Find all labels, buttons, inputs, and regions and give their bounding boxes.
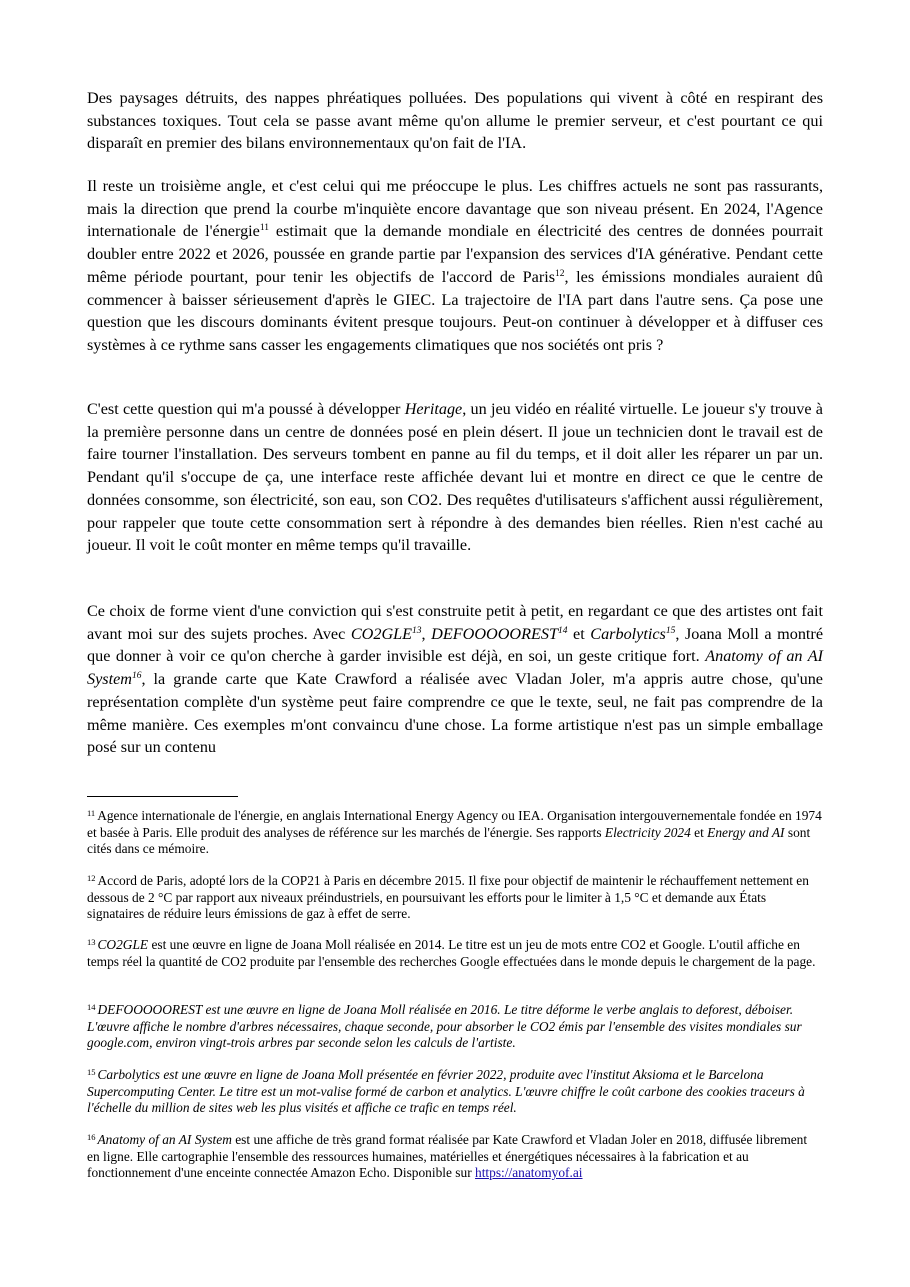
paragraph-2-text-b: estimait que la demande mondiale en électricité des centres de données pourrait doubler entre 2022 et 2026, poussée en grande partie par l'expansion des services d'IA générative. Pendant cette même période pourtant, pour tenir les objectifs de l'accord de Paris	[87, 222, 823, 286]
footnote-separator	[87, 796, 238, 797]
paragraph-3-text-b: , un jeu vidéo en réalité virtuelle. Le joueur s'y trouve à la première personne dans un centre de données posé en plein désert. Il joue un technicien dont le travail est de faire tourner l'installation. Des serveurs tombent en panne au fil du temps, et il doit aller les réparer un par un. Pendant qu'il s'occupe de ça, une interface reste affichée devant lui et montre en direct ce que le centre de données consomme, son électricité, son eau, son CO2. Des requêtes d'utilisateurs s'affichent aussi régulièrement, pour rappeler que toute cette consommation sert à répondre à des demandes bien réelles. Rien n'est caché au joueur. Il voit le coût monter en même temps qu'il travaille.	[87, 400, 823, 555]
footnote-number: 11	[87, 808, 96, 818]
footnote-ref-13[interactable]: 13	[412, 625, 422, 636]
footnote-text: sont cités dans ce mémoire.	[87, 824, 811, 857]
paragraph-4-text-a: Ce choix de forme vient d'une conviction qui s'est construite petit à petit, en regardant ce que des artistes ont fait avant moi sur des sujets proches. Avec	[87, 602, 823, 643]
footnote-ref-14[interactable]: 14	[557, 625, 568, 636]
work-title-carbolytics: Carbolytics	[590, 624, 666, 643]
footnote-ref-11[interactable]: 11	[259, 223, 270, 234]
paragraph-1: Des paysages détruits, des nappes phréatiques polluées. Des populations qui vivent à côté en respirant des substances toxiques. Tout cela se passe avant même qu'on allume le premier serveur, et c'est pourtant ce qui disparaît en premier des bilans environnementaux qu'on fait de l'IA.	[87, 89, 823, 153]
report-title: Electricity 2024	[604, 824, 691, 840]
paragraph-4-text-c: et	[567, 624, 591, 643]
footnote-11	[87, 808, 823, 858]
paragraph-4-text-e: , la grande carte que Kate Crawford a réalisée avec Vladan Joler, m'a appris autre chose, qu'une représentation complète d'un système peut faire comprendre ce que le texte, seul, ne fait pas comprendre de la même manière. Ces exemples m'ont convaincu d'une chose. La forme artistique n'est pas un simple emballage posé sur un contenu	[87, 670, 823, 757]
paragraph-2-text-a: Il reste un troisième angle, et c'est celui qui me préoccupe le plus. Les chiffres actuels ne sont pas rassurants, mais la direction que prend la courbe m'inquiète encore davantage que son niveau présent. En 2024, l'Agence internationale de l'énergie	[87, 177, 823, 241]
paragraph-4	[87, 600, 823, 759]
work-title: CO2GLE	[97, 937, 149, 952]
work-title-co2gle: CO2GLE	[350, 624, 413, 643]
footnote-text: est une œuvre en ligne de Joana Moll réalisée en 2014. Le titre est un jeu de mots entre CO2 et Google. L'outil affiche en temps réel la quantité de CO2 produite par l'ensemble des recherches Google effectuées dans le monde depuis le chargement de la page.	[87, 937, 816, 969]
footnote-number: 16	[87, 1132, 96, 1142]
footnote-ref-16[interactable]: 16	[131, 671, 142, 682]
footnote-text: Carbolytics est une œuvre en ligne de Joana Moll présentée en février 2022, produite avec l'institut Aksioma et le Barcelona Supercomputing Center. Le titre est un mot-valise formé de carbon et analytics. L'œuvre chiffre le coût carbone des cookies traceurs à l'échelle du million de sites web les plus visités et affiche ce trafic en temps réel.	[87, 1067, 805, 1116]
footnote-text: Accord de Paris, adopté lors de la COP21 à Paris en décembre 2015. Il fixe pour objectif de maintenir le réchauffement nettement en dessous de 2 °C par rapport aux niveaux préindustriels, en poursuivant les efforts pour le limiter à 1,5 °C et demande aux États signataires de réduire leurs émissions de gaz à effet de serre.	[87, 873, 809, 922]
footnote-number: 12	[87, 873, 96, 883]
footnote-15	[87, 1067, 823, 1117]
anatomyof-ai-link[interactable]: https://anatomyof.ai	[475, 1165, 583, 1181]
footnote-14	[87, 1002, 823, 1052]
work-title: Anatomy of an AI System	[97, 1132, 232, 1147]
report-title: Energy and AI	[707, 824, 785, 840]
paragraph-2-text-c: , les émissions mondiales auraient dû commencer à baisser sérieusement d'après le GIEC. La trajectoire de l'IA part dans l'autre sens. Ça pose une question que les discours dominants évitent presque toujours. Peut-on continuer à développer et à diffuser ces systèmes à ce rythme sans casser les engagements climatiques que nos sociétés ont pris ?	[87, 267, 823, 354]
footnote-16	[87, 1132, 823, 1182]
paragraph-3-text-a: C'est cette question qui m'a poussé à développer	[87, 400, 405, 418]
footnote-text: et	[690, 824, 708, 840]
footnote-text: Agence internationale de l'énergie, en anglais International Energy Agency ou IEA. Organisation intergouvernementale fondée en 1974 et basée à Paris. Elle produit des analyses de référence sur les marchés de l'énergie. Ses rapports	[87, 808, 822, 840]
footnote-number: 15	[87, 1067, 96, 1077]
game-title-heritage: Heritage	[404, 400, 463, 418]
footnote-ref-15[interactable]: 15	[665, 625, 676, 636]
footnote-ref-12[interactable]: 12	[555, 268, 565, 279]
work-title-anatomy: Anatomy of an AI System	[87, 647, 824, 689]
paragraph-3	[87, 398, 823, 557]
footnote-text: est une affiche de très grand format réalisée par Kate Crawford et Vladan Joler en 2018, diffusée librement en ligne. Elle cartographie l'ensemble des ressources humaines, matérielles et énergétiques nécessaires à la fabrication et au fonctionnement d'une enceinte connectée Amazon Echo. Disponible sur	[87, 1132, 808, 1181]
footnote-number: 13	[87, 937, 96, 947]
footnote-12	[87, 873, 823, 923]
paragraph-4-text-d: , Joana Moll a montré que donner à voir ce qu'on cherche à garder invisible est déjà, en soi, un geste critique fort.	[87, 624, 824, 666]
paragraph-4-text-b: ,	[421, 624, 432, 643]
footnote-number: 14	[87, 1002, 96, 1012]
footnote-13	[87, 937, 823, 970]
footnote-text: DEFOOOOOREST est une œuvre en ligne de Joana Moll réalisée en 2016. Le titre déforme le verbe anglais to deforest, déboiser. L'œuvre affiche le nombre d'arbres nécessaires, chaque seconde, pour absorber le CO2 émis par l'ensemble des visites mondiales sur google.com, environ vingt-trois arbres par seconde selon les calculs de l'artiste.	[87, 1002, 802, 1051]
work-title-defooooorest: DEFOOOOOREST	[431, 624, 558, 643]
paragraph-2	[87, 175, 823, 357]
